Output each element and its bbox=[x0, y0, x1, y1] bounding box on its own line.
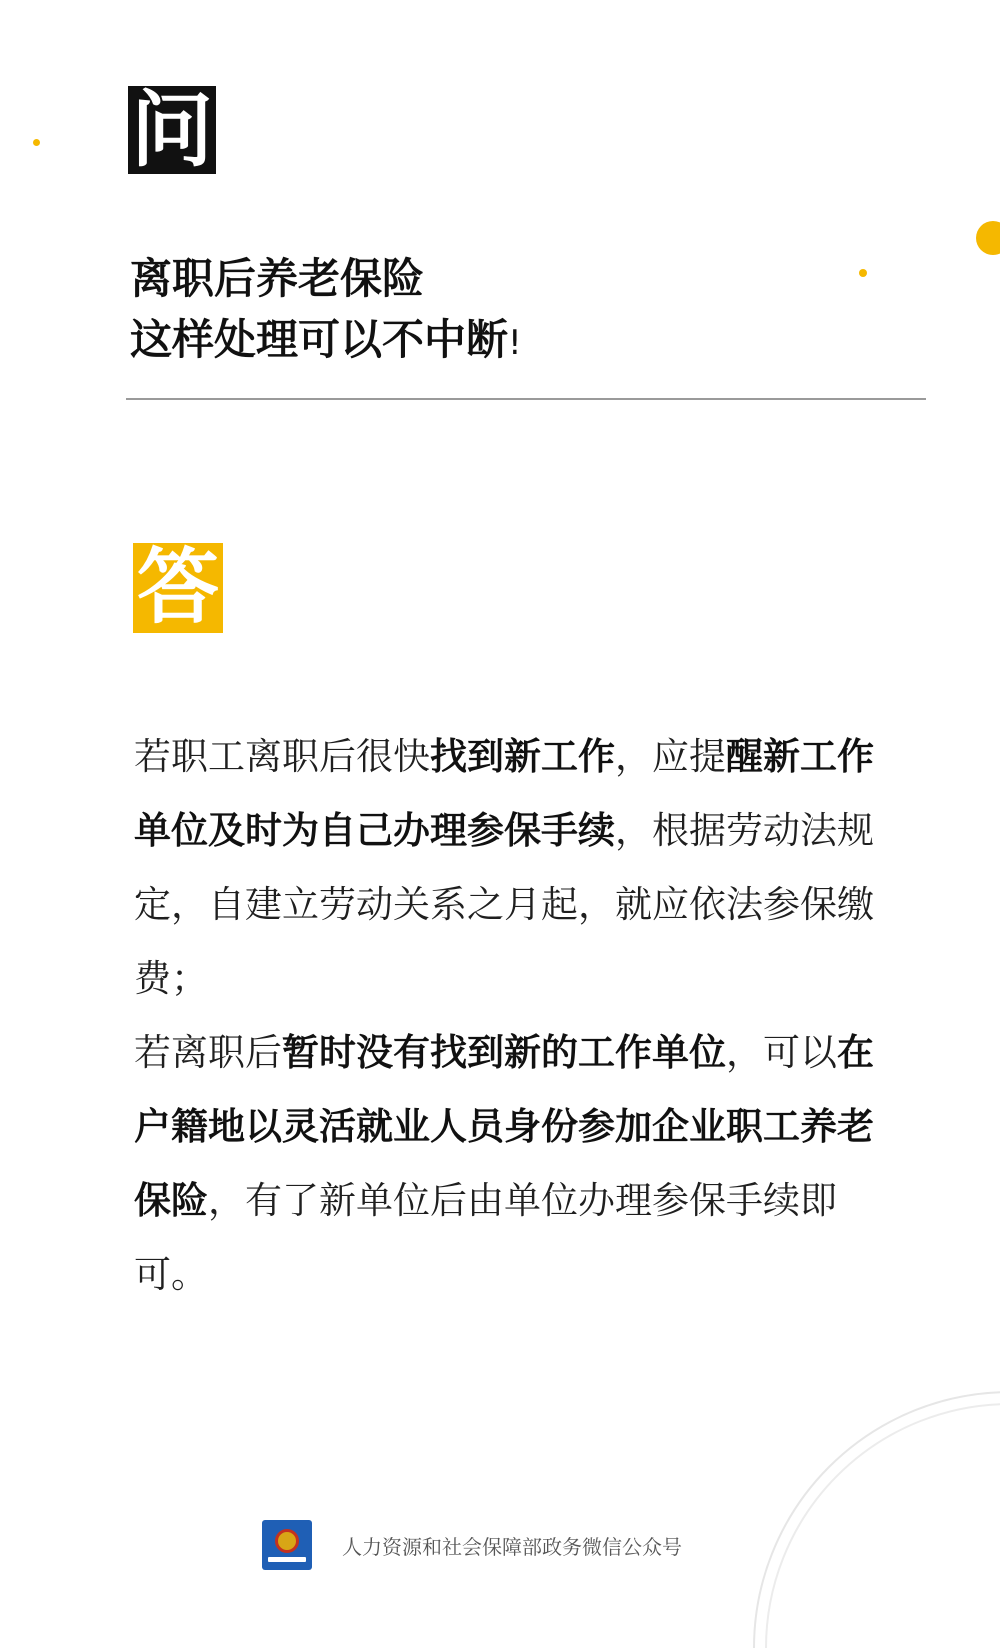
footer-source: 人力资源和社会保障部政务微信公众号 bbox=[342, 1536, 682, 1559]
footer bbox=[262, 1519, 682, 1571]
title-exclamation: ! bbox=[508, 323, 522, 363]
answer-badge: 答 bbox=[133, 543, 223, 633]
title-line-2-text: 这样处理可以不中断 bbox=[130, 315, 509, 364]
body-text-p1-0: 若职工离职后很快 bbox=[134, 735, 430, 778]
body-text-p1-2: ，应提 bbox=[615, 735, 726, 778]
emphasis-text-p1-3: 醒新工作单位及时为自己办理参保手续 bbox=[134, 735, 874, 852]
emphasis-text-p2-1: 暂时没有找到新的工作单位 bbox=[282, 1031, 726, 1074]
emblem-caption-bar bbox=[268, 1557, 306, 1562]
body-text-p2-0: 若离职后 bbox=[134, 1031, 282, 1074]
emblem-symbol bbox=[275, 1529, 299, 1553]
body-text-p1-4: ，根据劳动法规定，自建立劳动关系之月起，就应依法参保缴费； bbox=[134, 809, 874, 1000]
question-badge: 问 bbox=[128, 86, 216, 174]
body-text-p2-2: ，可以 bbox=[726, 1031, 837, 1074]
decorative-arc-outer bbox=[754, 1392, 1000, 1648]
title-line-1: 离职后养老保险 bbox=[130, 254, 425, 303]
body-text-p2-4: ，有了新单位后由单位办理参保手续即可。 bbox=[134, 1179, 837, 1296]
emphasis-text-p1-1: 找到新工作 bbox=[430, 735, 615, 778]
national-emblem-icon bbox=[262, 1520, 312, 1570]
decorative-arc-inner bbox=[766, 1404, 1000, 1648]
emphasis-text-p2-3: 在户籍地以灵活就业人员身份参加企业职工养老保险 bbox=[134, 1031, 874, 1222]
